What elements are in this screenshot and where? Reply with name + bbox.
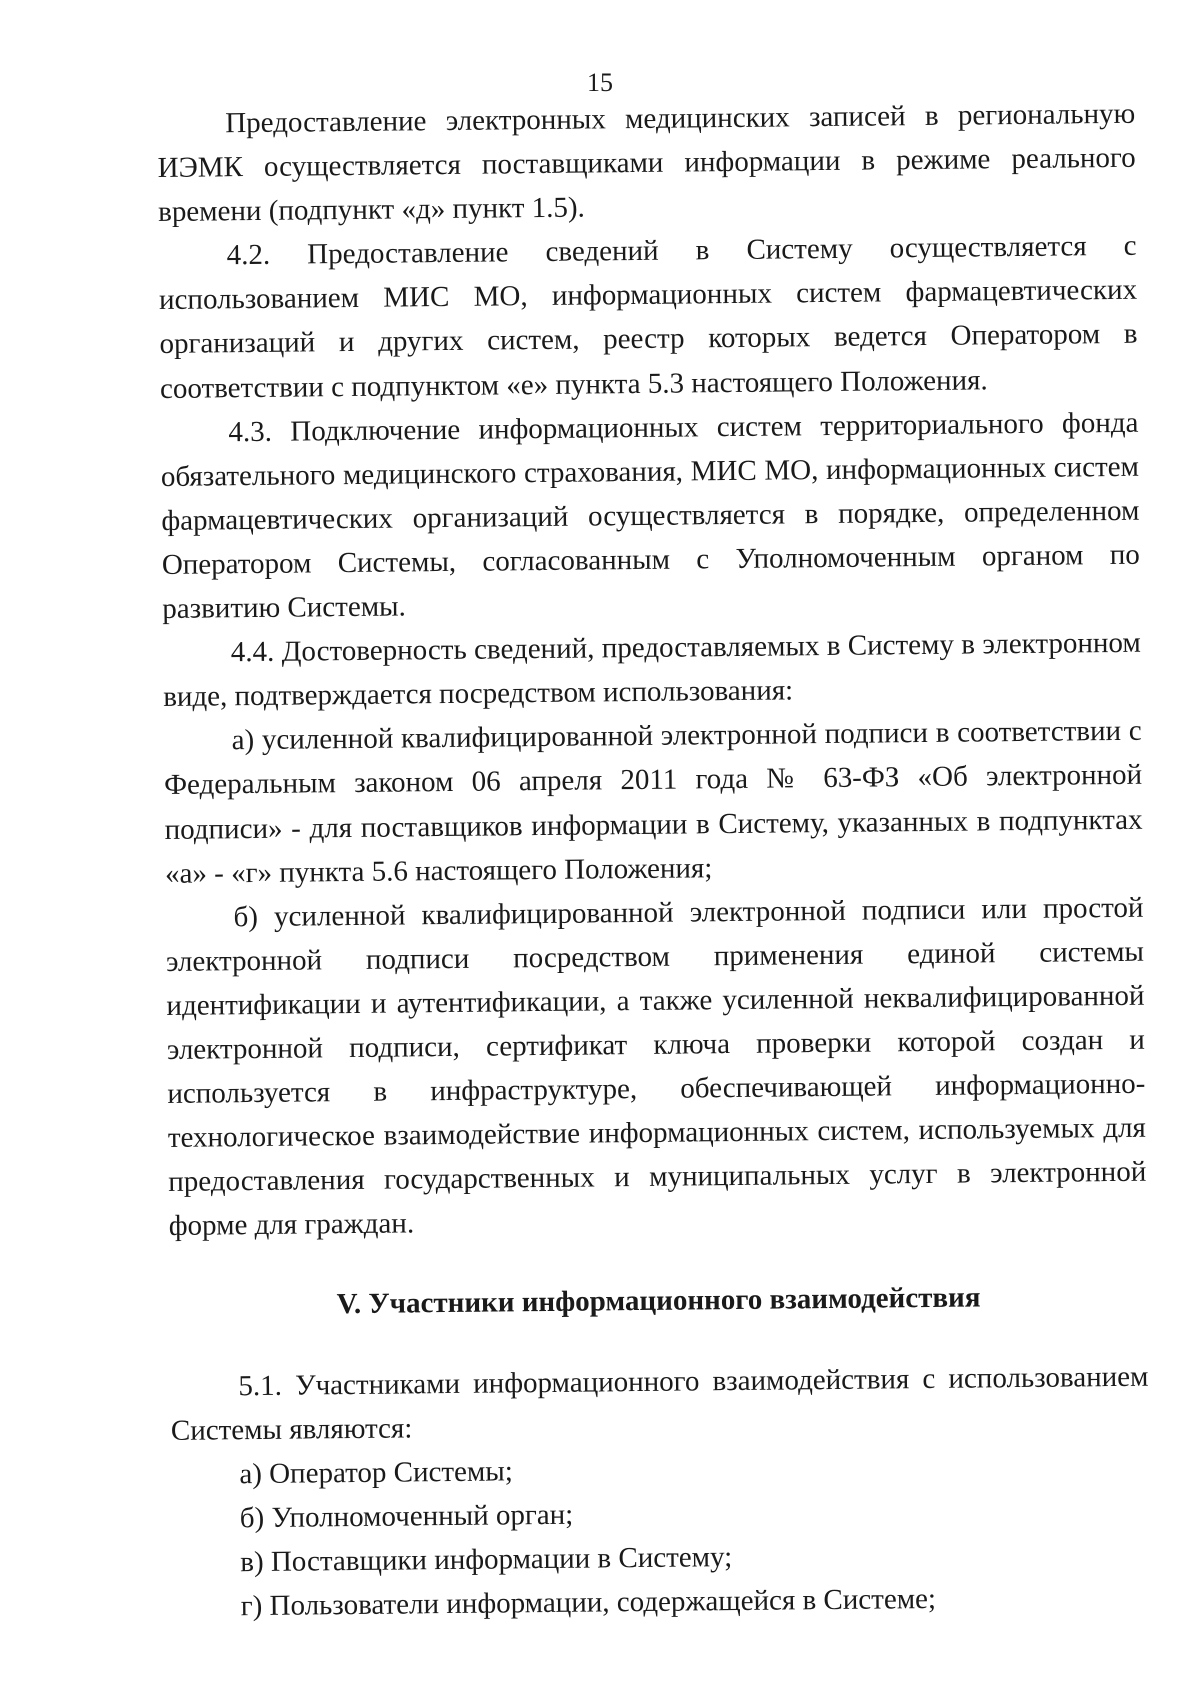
paragraph-4-4-a: а) усиленной квалифицированной электронной подписи в соответствии с Федеральным законом 06 апреля 2011 года № 63-ФЗ «Об электронной подписи» - для поставщиков информации в Систему, указанных в подпунктах «а» - «г» пункта 5.6 настоящего Положения; bbox=[163, 715, 1143, 890]
list-item: а) Оператор Системы; bbox=[239, 1455, 513, 1490]
paragraph-4-4: 4.4. Достоверность сведений, предоставляемых в Систему в электронном виде, подтверждается посредством использования: bbox=[163, 626, 1141, 714]
list-item: б) Уполномоченный орган; bbox=[239, 1498, 574, 1535]
paragraph-4-4-b: б) усиленной квалифицированной электронной подписи или простой электронной подписи посредством применения единой системы идентификации и аутентификации, а также усиленной неквалифицированной электронной подписи, сертификат ключа проверки которой создан и используется в инфраструктуре, обеспечивающей информационно-технологическое взаимодействие информационных систем, используемых для предоставления государственных и муниципальных услуг в электронной форме для граждан. bbox=[165, 891, 1147, 1243]
page-number: 15 bbox=[587, 68, 613, 97]
paragraph-4-3: 4.3. Подключение информационных систем территориального фонда обязательного медицинского страхования, МИС МО, информационных систем фармацевтических организаций осуществляется в порядке, определенном Оператором Системы, согласованным с Уполномоченным органом по развитию Системы. bbox=[160, 406, 1140, 626]
paragraph-4-2: 4.2. Предоставление сведений в Систему осуществляется с использованием МИС МО, информационных систем фармацевтических организаций и других систем, реестр которых ведется Оператором в соответствии с подпунктом «е» пункта 5.3 настоящего Положения. bbox=[158, 230, 1138, 405]
list-item: в) Поставщики информации в Систему; bbox=[240, 1540, 733, 1579]
section-heading: V. Участники информационного взаимодействия bbox=[336, 1281, 981, 1321]
paragraph-iemk: Предоставление электронных медицинских записей в региональную ИЭМК осуществляется поставщиками информации в режиме реального времени (подпункт «д» пункт 1.5). bbox=[157, 97, 1136, 229]
paragraph-5-1: 5.1. Участниками информационного взаимодействия с использованием Системы являются: bbox=[170, 1360, 1149, 1447]
document-body bbox=[157, 92, 1151, 1629]
list-item: г) Пользователи информации, содержащейся в Системе; bbox=[240, 1582, 937, 1623]
